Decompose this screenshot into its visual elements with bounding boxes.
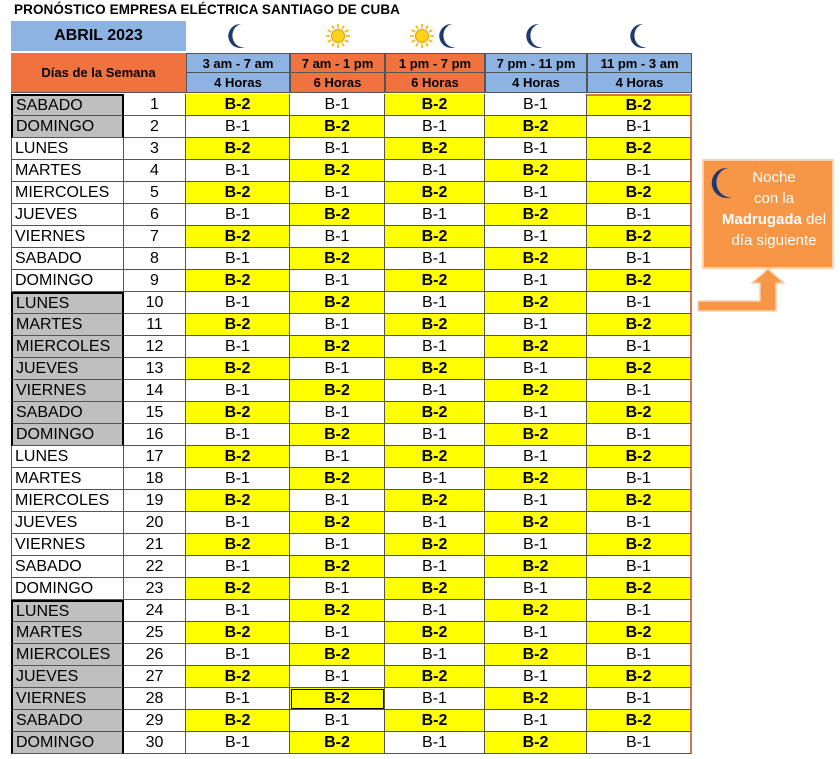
table-row (11, 292, 692, 314)
day-number-cell: 10 (124, 292, 186, 314)
block-cell: B-1 (485, 534, 587, 556)
block-cell: B-1 (385, 204, 485, 226)
block-cell: B-1 (186, 688, 290, 710)
block-cell: B-1 (587, 512, 692, 534)
table-row (11, 666, 692, 688)
column-time-range: 11 pm - 3 am (587, 53, 692, 73)
day-name-cell: JUEVES (11, 358, 124, 380)
block-cell: B-1 (186, 204, 290, 226)
day-name-cell: DOMINGO (11, 116, 124, 138)
block-cell: B-1 (385, 116, 485, 138)
column-duration: 4 Horas (186, 73, 290, 93)
note-line-4: día siguiente (731, 232, 817, 249)
block-cell: B-1 (587, 248, 692, 270)
block-cell: B-2 (385, 138, 485, 160)
day-name-cell: SABADO (11, 248, 124, 270)
block-cell: B-1 (290, 94, 385, 116)
block-cell: B-2 (385, 402, 485, 424)
day-number-cell: 30 (124, 732, 186, 754)
table-row (11, 270, 692, 292)
column-icons-4 (485, 21, 587, 51)
block-cell: B-2 (186, 182, 290, 204)
block-cell: B-2 (186, 358, 290, 380)
block-cell: B-1 (587, 644, 692, 666)
block-cell: B-2 (290, 204, 385, 226)
table-row (11, 644, 692, 666)
block-cell: B-1 (385, 248, 485, 270)
moon-icon (437, 23, 461, 49)
column-duration: 6 Horas (290, 73, 385, 93)
day-number-cell: 9 (124, 270, 186, 292)
table-row (11, 204, 692, 226)
day-name-cell: VIERNES (11, 534, 124, 556)
column-time-range: 7 pm - 11 pm (485, 53, 587, 73)
block-cell: B-1 (186, 336, 290, 358)
note-line-1: Noche (752, 169, 796, 186)
block-cell: B-2 (587, 138, 692, 160)
block-cell: B-1 (290, 270, 385, 292)
block-cell: B-2 (587, 94, 692, 116)
day-number-cell: 15 (124, 402, 186, 424)
day-name-cell: DOMINGO (11, 424, 124, 446)
block-cell: B-2 (186, 622, 290, 644)
note-line-2: con la (753, 190, 795, 207)
block-cell: B-2 (587, 358, 692, 380)
block-cell: B-2 (485, 732, 587, 754)
day-name-cell: MARTES (11, 468, 124, 490)
column-icons-2 (290, 21, 385, 51)
block-cell: B-2 (485, 688, 587, 710)
column-duration: 4 Horas (485, 73, 587, 93)
day-number-cell: 19 (124, 490, 186, 512)
block-cell: B-1 (385, 160, 485, 182)
block-cell: B-1 (587, 688, 692, 710)
day-number-cell: 17 (124, 446, 186, 468)
block-cell: B-1 (186, 600, 290, 622)
day-number-cell: 12 (124, 336, 186, 358)
block-cell: B-1 (385, 336, 485, 358)
block-cell: B-2 (587, 270, 692, 292)
block-cell: B-2 (587, 578, 692, 600)
table-row (11, 578, 692, 600)
block-cell: B-1 (485, 710, 587, 732)
table-row (11, 138, 692, 160)
block-cell: B-1 (186, 116, 290, 138)
block-cell: B-2 (290, 512, 385, 534)
block-cell: B-1 (186, 380, 290, 402)
block-cell: B-2 (186, 314, 290, 336)
table-row (11, 600, 692, 622)
column-time-range: 3 am - 7 am (186, 53, 290, 73)
day-number-cell: 27 (124, 666, 186, 688)
block-cell: B-2 (485, 600, 587, 622)
block-cell: B-1 (290, 358, 385, 380)
block-cell: B-2 (587, 182, 692, 204)
block-cell: B-1 (485, 94, 587, 116)
block-cell: B-1 (186, 292, 290, 314)
block-cell: B-2 (485, 512, 587, 534)
block-cell: B-2 (385, 666, 485, 688)
day-name-cell: SABADO (11, 402, 124, 424)
block-cell: B-1 (587, 468, 692, 490)
day-name-cell: MIERCOLES (11, 336, 124, 358)
block-cell: B-1 (485, 578, 587, 600)
days-of-week-header: Días de la Semana (11, 53, 186, 93)
sun-icon (325, 23, 351, 49)
table-row (11, 358, 692, 380)
note-bold-word: Madrugada (721, 211, 802, 228)
block-cell: B-2 (186, 226, 290, 248)
table-row (11, 688, 692, 710)
month-label: ABRIL 2023 (11, 21, 186, 51)
block-cell: B-1 (587, 732, 692, 754)
block-cell: B-2 (290, 380, 385, 402)
block-cell: B-2 (385, 710, 485, 732)
day-name-cell: MARTES (11, 622, 124, 644)
day-number-cell: 21 (124, 534, 186, 556)
table-row (11, 732, 692, 754)
block-cell: B-2 (290, 336, 385, 358)
block-cell: B-2 (186, 402, 290, 424)
block-cell: B-1 (290, 710, 385, 732)
block-cell: B-1 (385, 380, 485, 402)
block-cell: B-2 (186, 138, 290, 160)
day-number-cell: 22 (124, 556, 186, 578)
day-number-cell: 25 (124, 622, 186, 644)
day-number-cell: 29 (124, 710, 186, 732)
block-cell: B-2 (385, 622, 485, 644)
block-cell: B-1 (587, 292, 692, 314)
block-cell: B-1 (290, 490, 385, 512)
column-duration: 6 Horas (385, 73, 485, 93)
day-name-cell: LUNES (11, 446, 124, 468)
sun-icon (409, 23, 435, 49)
day-name-cell: LUNES (11, 138, 124, 160)
block-cell: B-1 (385, 600, 485, 622)
block-cell: B-2 (186, 446, 290, 468)
block-cell: B-1 (290, 182, 385, 204)
table-row (11, 402, 692, 424)
day-name-cell: JUEVES (11, 204, 124, 226)
block-cell: B-1 (290, 666, 385, 688)
block-cell: B-1 (587, 204, 692, 226)
column-time-range: 1 pm - 7 pm (385, 53, 485, 73)
block-cell: B-1 (485, 226, 587, 248)
block-cell: B-2 (290, 644, 385, 666)
day-number-cell: 26 (124, 644, 186, 666)
day-name-cell: LUNES (11, 292, 124, 314)
block-cell: B-2 (290, 556, 385, 578)
block-cell: B-1 (485, 182, 587, 204)
day-name-cell: SABADO (11, 710, 124, 732)
table-row (11, 468, 692, 490)
block-cell: B-1 (290, 314, 385, 336)
day-number-cell: 24 (124, 600, 186, 622)
block-cell: B-2 (290, 116, 385, 138)
block-cell: B-2 (385, 578, 485, 600)
block-cell: B-1 (485, 402, 587, 424)
day-name-cell: LUNES (11, 600, 124, 622)
block-cell: B-1 (385, 732, 485, 754)
day-name-cell: JUEVES (11, 512, 124, 534)
night-note-box (702, 159, 834, 269)
moon-icon (628, 23, 652, 49)
block-cell: B-2 (186, 490, 290, 512)
day-name-cell: MIERCOLES (11, 182, 124, 204)
table-row (11, 622, 692, 644)
table-row (11, 556, 692, 578)
column-icons-3 (385, 21, 485, 51)
block-cell: B-2 (290, 424, 385, 446)
block-cell: B-1 (485, 490, 587, 512)
schedule-table (11, 94, 692, 754)
day-number-cell: 2 (124, 116, 186, 138)
day-number-cell: 28 (124, 688, 186, 710)
block-cell: B-2 (186, 578, 290, 600)
block-cell: B-1 (186, 248, 290, 270)
block-cell: B-1 (485, 270, 587, 292)
block-cell: B-1 (485, 666, 587, 688)
block-cell: B-2 (485, 248, 587, 270)
block-cell: B-2 (385, 490, 485, 512)
block-cell: B-1 (290, 534, 385, 556)
day-number-cell: 14 (124, 380, 186, 402)
night-note-text (704, 167, 832, 251)
block-cell: B-1 (186, 732, 290, 754)
block-cell: B-1 (385, 644, 485, 666)
day-name-cell: DOMINGO (11, 270, 124, 292)
moon-icon (226, 23, 250, 49)
day-number-cell: 5 (124, 182, 186, 204)
page-title: PRONÓSTICO EMPRESA ELÉCTRICA SANTIAGO DE CUBA (14, 2, 401, 17)
table-row (11, 446, 692, 468)
block-cell: B-1 (587, 424, 692, 446)
block-cell: B-1 (385, 688, 485, 710)
block-cell: B-1 (385, 292, 485, 314)
block-cell: B-2 (186, 666, 290, 688)
block-cell: B-1 (385, 556, 485, 578)
block-cell: B-2 (290, 292, 385, 314)
block-cell: B-1 (485, 358, 587, 380)
block-cell: B-1 (290, 446, 385, 468)
day-number-cell: 18 (124, 468, 186, 490)
block-cell: B-2 (385, 534, 485, 556)
day-name-cell: MARTES (11, 314, 124, 336)
day-name-cell: JUEVES (11, 666, 124, 688)
block-cell: B-2 (587, 314, 692, 336)
block-cell: B-2 (385, 226, 485, 248)
block-cell: B-1 (587, 556, 692, 578)
day-name-cell: MIERCOLES (11, 644, 124, 666)
block-cell: B-2 (385, 94, 485, 116)
block-cell: B-1 (385, 468, 485, 490)
block-cell: B-1 (587, 336, 692, 358)
table-row (11, 116, 692, 138)
block-cell: B-2 (485, 644, 587, 666)
block-cell: B-2 (485, 424, 587, 446)
block-cell: B-1 (385, 512, 485, 534)
day-name-cell: VIERNES (11, 380, 124, 402)
block-cell: B-1 (186, 468, 290, 490)
day-name-cell: DOMINGO (11, 578, 124, 600)
block-cell: B-1 (485, 138, 587, 160)
table-row (11, 226, 692, 248)
block-cell: B-1 (186, 556, 290, 578)
table-row (11, 248, 692, 270)
arrow-up-icon (696, 265, 786, 317)
day-name-cell: SABADO (11, 556, 124, 578)
table-row (11, 94, 692, 116)
day-number-cell: 16 (124, 424, 186, 446)
day-number-cell: 6 (124, 204, 186, 226)
block-cell: B-1 (290, 622, 385, 644)
day-name-cell: MIERCOLES (11, 490, 124, 512)
block-cell: B-1 (587, 116, 692, 138)
block-cell: B-2 (587, 226, 692, 248)
block-cell: B-2 (385, 182, 485, 204)
block-cell: B-2 (485, 116, 587, 138)
day-number-cell: 8 (124, 248, 186, 270)
block-cell: B-1 (290, 138, 385, 160)
block-cell: B-1 (485, 314, 587, 336)
day-number-cell: 23 (124, 578, 186, 600)
table-row (11, 160, 692, 182)
day-number-cell: 20 (124, 512, 186, 534)
block-cell: B-1 (385, 424, 485, 446)
block-cell: B-2 (186, 710, 290, 732)
block-cell: B-2 (290, 732, 385, 754)
block-cell: B-2 (186, 270, 290, 292)
block-cell: B-2 (290, 600, 385, 622)
block-cell: B-2 (587, 666, 692, 688)
day-number-cell: 3 (124, 138, 186, 160)
table-row (11, 512, 692, 534)
day-name-cell: DOMINGO (11, 732, 124, 754)
block-cell: B-2 (385, 446, 485, 468)
table-row (11, 534, 692, 556)
block-cell: B-1 (485, 446, 587, 468)
day-number-cell: 7 (124, 226, 186, 248)
day-name-cell: VIERNES (11, 688, 124, 710)
block-cell: B-1 (290, 578, 385, 600)
block-cell: B-1 (186, 160, 290, 182)
block-cell: B-1 (186, 644, 290, 666)
day-number-cell: 13 (124, 358, 186, 380)
block-cell: B-2 (290, 160, 385, 182)
block-cell: B-2 (485, 336, 587, 358)
table-row (11, 336, 692, 358)
block-cell: B-2 (485, 160, 587, 182)
block-cell: B-2 (587, 490, 692, 512)
day-name-cell: SABADO (11, 94, 124, 116)
table-row (11, 424, 692, 446)
block-cell: B-2 (485, 292, 587, 314)
block-cell: B-2 (186, 94, 290, 116)
block-cell: B-1 (587, 380, 692, 402)
table-row (11, 710, 692, 732)
block-cell: B-2 (385, 314, 485, 336)
block-cell: B-2 (385, 270, 485, 292)
day-name-cell: MARTES (11, 160, 124, 182)
block-cell: B-1 (485, 622, 587, 644)
block-cell: B-2 (290, 248, 385, 270)
column-duration: 4 Horas (587, 73, 692, 93)
block-cell: B-1 (290, 226, 385, 248)
day-number-cell: 1 (124, 94, 186, 116)
day-name-cell: VIERNES (11, 226, 124, 248)
block-cell: B-2 (186, 534, 290, 556)
column-icons-5 (587, 21, 692, 51)
block-cell: B-2 (587, 710, 692, 732)
block-cell: B-2 (587, 622, 692, 644)
column-time-range: 7 am - 1 pm (290, 53, 385, 73)
column-icons-1 (186, 21, 290, 51)
block-cell: B-2 (385, 358, 485, 380)
block-cell: B-1 (587, 160, 692, 182)
table-row (11, 182, 692, 204)
table-row (11, 490, 692, 512)
block-cell: B-1 (587, 600, 692, 622)
note-line-3: del (801, 211, 827, 228)
block-cell: B-1 (186, 512, 290, 534)
block-cell: B-1 (290, 402, 385, 424)
table-row (11, 314, 692, 336)
block-cell: B-2 (587, 446, 692, 468)
block-cell: B-1 (186, 424, 290, 446)
block-cell: B-2 (485, 468, 587, 490)
block-cell: B-2 (587, 534, 692, 556)
day-number-cell: 4 (124, 160, 186, 182)
block-cell: B-2 (290, 688, 385, 710)
table-row (11, 380, 692, 402)
block-cell: B-2 (587, 402, 692, 424)
block-cell: B-2 (485, 380, 587, 402)
block-cell: B-2 (485, 204, 587, 226)
block-cell: B-2 (290, 468, 385, 490)
moon-icon (524, 23, 548, 49)
block-cell: B-2 (485, 556, 587, 578)
day-number-cell: 11 (124, 314, 186, 336)
